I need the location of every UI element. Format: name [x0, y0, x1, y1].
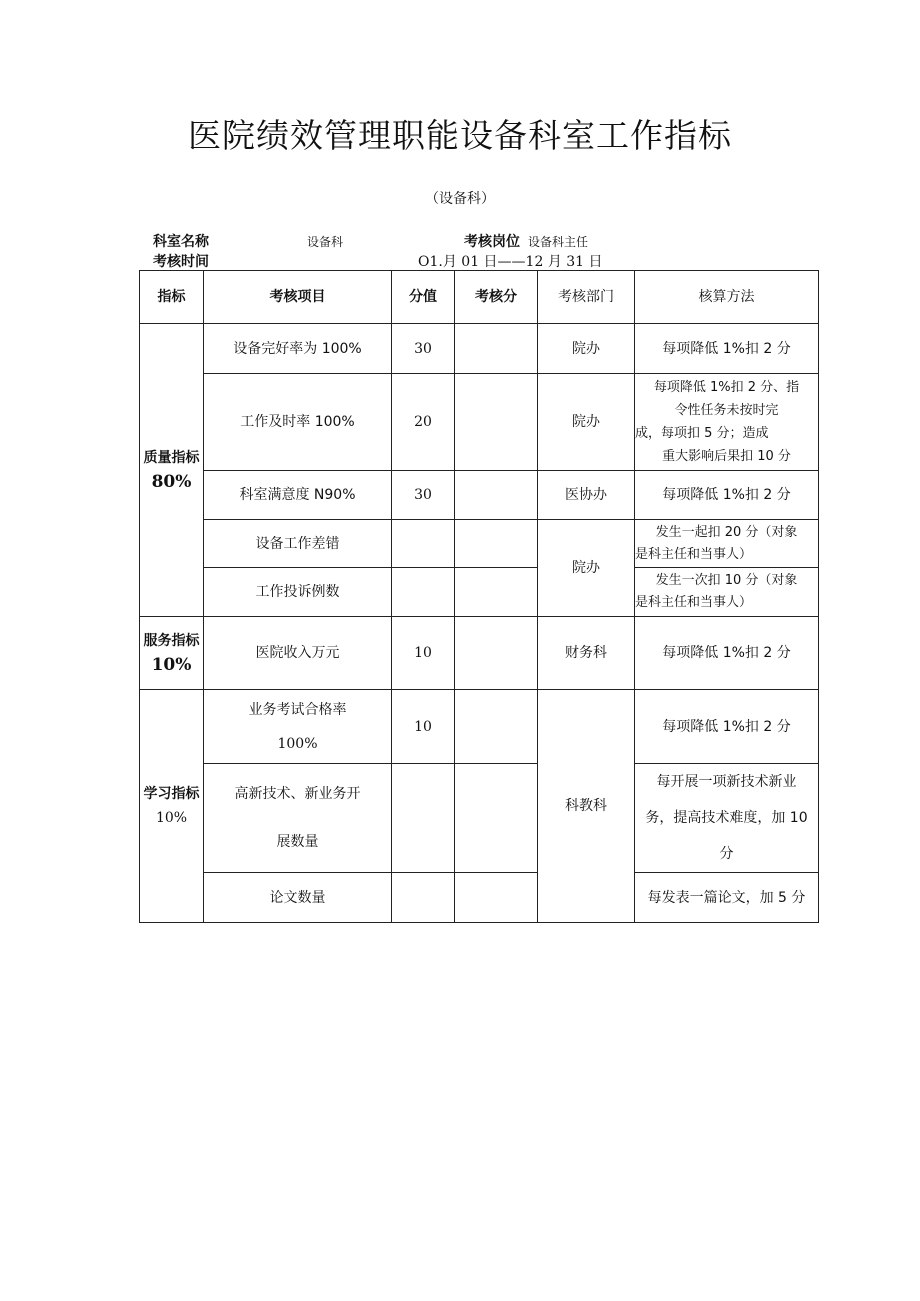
- post-label: 考核岗位: [464, 234, 520, 250]
- item-line: 展数量: [276, 834, 319, 850]
- group-quality-name: 质量指标: [143, 450, 200, 466]
- dept-cell: 医协办: [538, 471, 635, 520]
- indicator-table: [139, 270, 819, 923]
- method-cell: [635, 617, 819, 690]
- dept-value: 设备科: [307, 235, 344, 249]
- item-line: 业务考试合格率: [248, 701, 347, 718]
- table-row: [140, 873, 819, 923]
- group-quality-weight: 80%: [151, 472, 192, 492]
- dept-cell: 财务科: [538, 617, 635, 690]
- method-line: 每开展一项新技术新业: [656, 774, 797, 790]
- post-value: 设备科主任: [528, 235, 589, 249]
- dept-cell: 院办: [538, 324, 635, 374]
- item-cell: 设备工作差错: [204, 520, 392, 568]
- dept-cell: 科教科: [538, 690, 635, 923]
- table-row: [140, 568, 819, 617]
- method-line: 每项降低 1%扣 2 分、指: [653, 380, 800, 395]
- item-cell: 科室满意度 N90%: [204, 471, 392, 520]
- method-line: 是科主任和当事人）: [635, 546, 753, 562]
- method-cell: [635, 873, 819, 923]
- item-line: 高新技术、新业务开: [234, 786, 361, 802]
- header-indicator: 指标: [140, 271, 204, 324]
- method-cell: [635, 324, 819, 374]
- method-line: 重大影响后果扣 10 分: [662, 449, 791, 464]
- assessed-score-cell: [455, 617, 538, 690]
- table-row: [140, 520, 819, 568]
- item-cell: [204, 764, 392, 873]
- assessed-score-cell: [455, 568, 538, 617]
- assessed-score-cell: [455, 471, 538, 520]
- method-line: 成，每项扣 5 分；造成: [635, 426, 769, 441]
- score-cell: 30: [392, 324, 455, 374]
- assessed-score-cell: [455, 520, 538, 568]
- score-cell: 20: [392, 374, 455, 471]
- method-line: 每发表一篇论文，加 5 分: [647, 889, 806, 906]
- time-label: 考核时间: [153, 254, 209, 270]
- item-cell: [204, 690, 392, 764]
- method-line: 每项降低 1%扣 2 分: [662, 718, 791, 735]
- header-item: 考核项目: [204, 271, 392, 324]
- method-cell: [635, 568, 819, 617]
- dept-cell: 院办: [538, 520, 635, 617]
- method-line: 每项降低 1%扣 2 分: [662, 340, 791, 357]
- score-cell: [392, 520, 455, 568]
- page-subtitle: （设备科）: [425, 191, 495, 207]
- dept-label: 科室名称: [153, 234, 209, 250]
- score-cell: 30: [392, 471, 455, 520]
- table-row: [140, 690, 819, 764]
- item-cell: 论文数量: [204, 873, 392, 923]
- assessed-score-cell: [455, 690, 538, 764]
- method-line: 令性任务未按时完: [674, 403, 779, 418]
- assessed-score-cell: [455, 764, 538, 873]
- method-cell: [635, 374, 819, 471]
- table-row: [140, 764, 819, 873]
- method-cell: [635, 690, 819, 764]
- group-learning: [140, 690, 204, 923]
- group-quality: [140, 324, 204, 617]
- method-line: 发生一次扣 10 分（对象: [655, 573, 798, 588]
- method-line: 是科主任和当事人）: [635, 595, 753, 610]
- group-service-name: 服务指标: [143, 633, 200, 649]
- method-cell: [635, 520, 819, 568]
- table-row: [140, 324, 819, 374]
- item-cell: 工作投诉例数: [204, 568, 392, 617]
- table-row: [140, 471, 819, 520]
- method-cell: [635, 764, 819, 873]
- score-cell: [392, 764, 455, 873]
- header-dept: 考核部门: [538, 271, 635, 324]
- method-line: 发生一起扣 20 分（对象: [655, 524, 798, 540]
- group-service: [140, 617, 204, 690]
- method-line: 分: [719, 846, 734, 862]
- header-assessed-score: 考核分: [455, 271, 538, 324]
- group-learning-weight: 10%: [155, 810, 188, 826]
- score-cell: 10: [392, 690, 455, 764]
- header-method: 核算方法: [635, 271, 819, 324]
- assessed-score-cell: [455, 873, 538, 923]
- item-line: 100%: [277, 735, 318, 752]
- table-row: [140, 374, 819, 471]
- method-cell: [635, 471, 819, 520]
- table-header-row: [140, 271, 819, 324]
- method-line: 务，提高技术难度，加 10: [645, 810, 808, 826]
- dept-cell: 院办: [538, 374, 635, 471]
- page-title: 医院绩效管理职能设备科室工作指标: [188, 116, 732, 155]
- assessed-score-cell: [455, 374, 538, 471]
- group-service-weight: 10%: [151, 655, 192, 675]
- header-score: 分值: [392, 271, 455, 324]
- item-cell: 医院收入万元: [204, 617, 392, 690]
- method-line: 每项降低 1%扣 2 分: [662, 487, 791, 503]
- item-cell: 工作及时率 100%: [204, 374, 392, 471]
- time-value: O1.月 01 日——12 月 31 日: [418, 254, 603, 270]
- table-row: [140, 617, 819, 690]
- item-cell: 设备完好率为 100%: [204, 324, 392, 374]
- score-cell: [392, 568, 455, 617]
- method-line: 每项降低 1%扣 2 分: [662, 645, 791, 661]
- score-cell: [392, 873, 455, 923]
- group-learning-name: 学习指标: [143, 786, 200, 802]
- assessed-score-cell: [455, 324, 538, 374]
- score-cell: 10: [392, 617, 455, 690]
